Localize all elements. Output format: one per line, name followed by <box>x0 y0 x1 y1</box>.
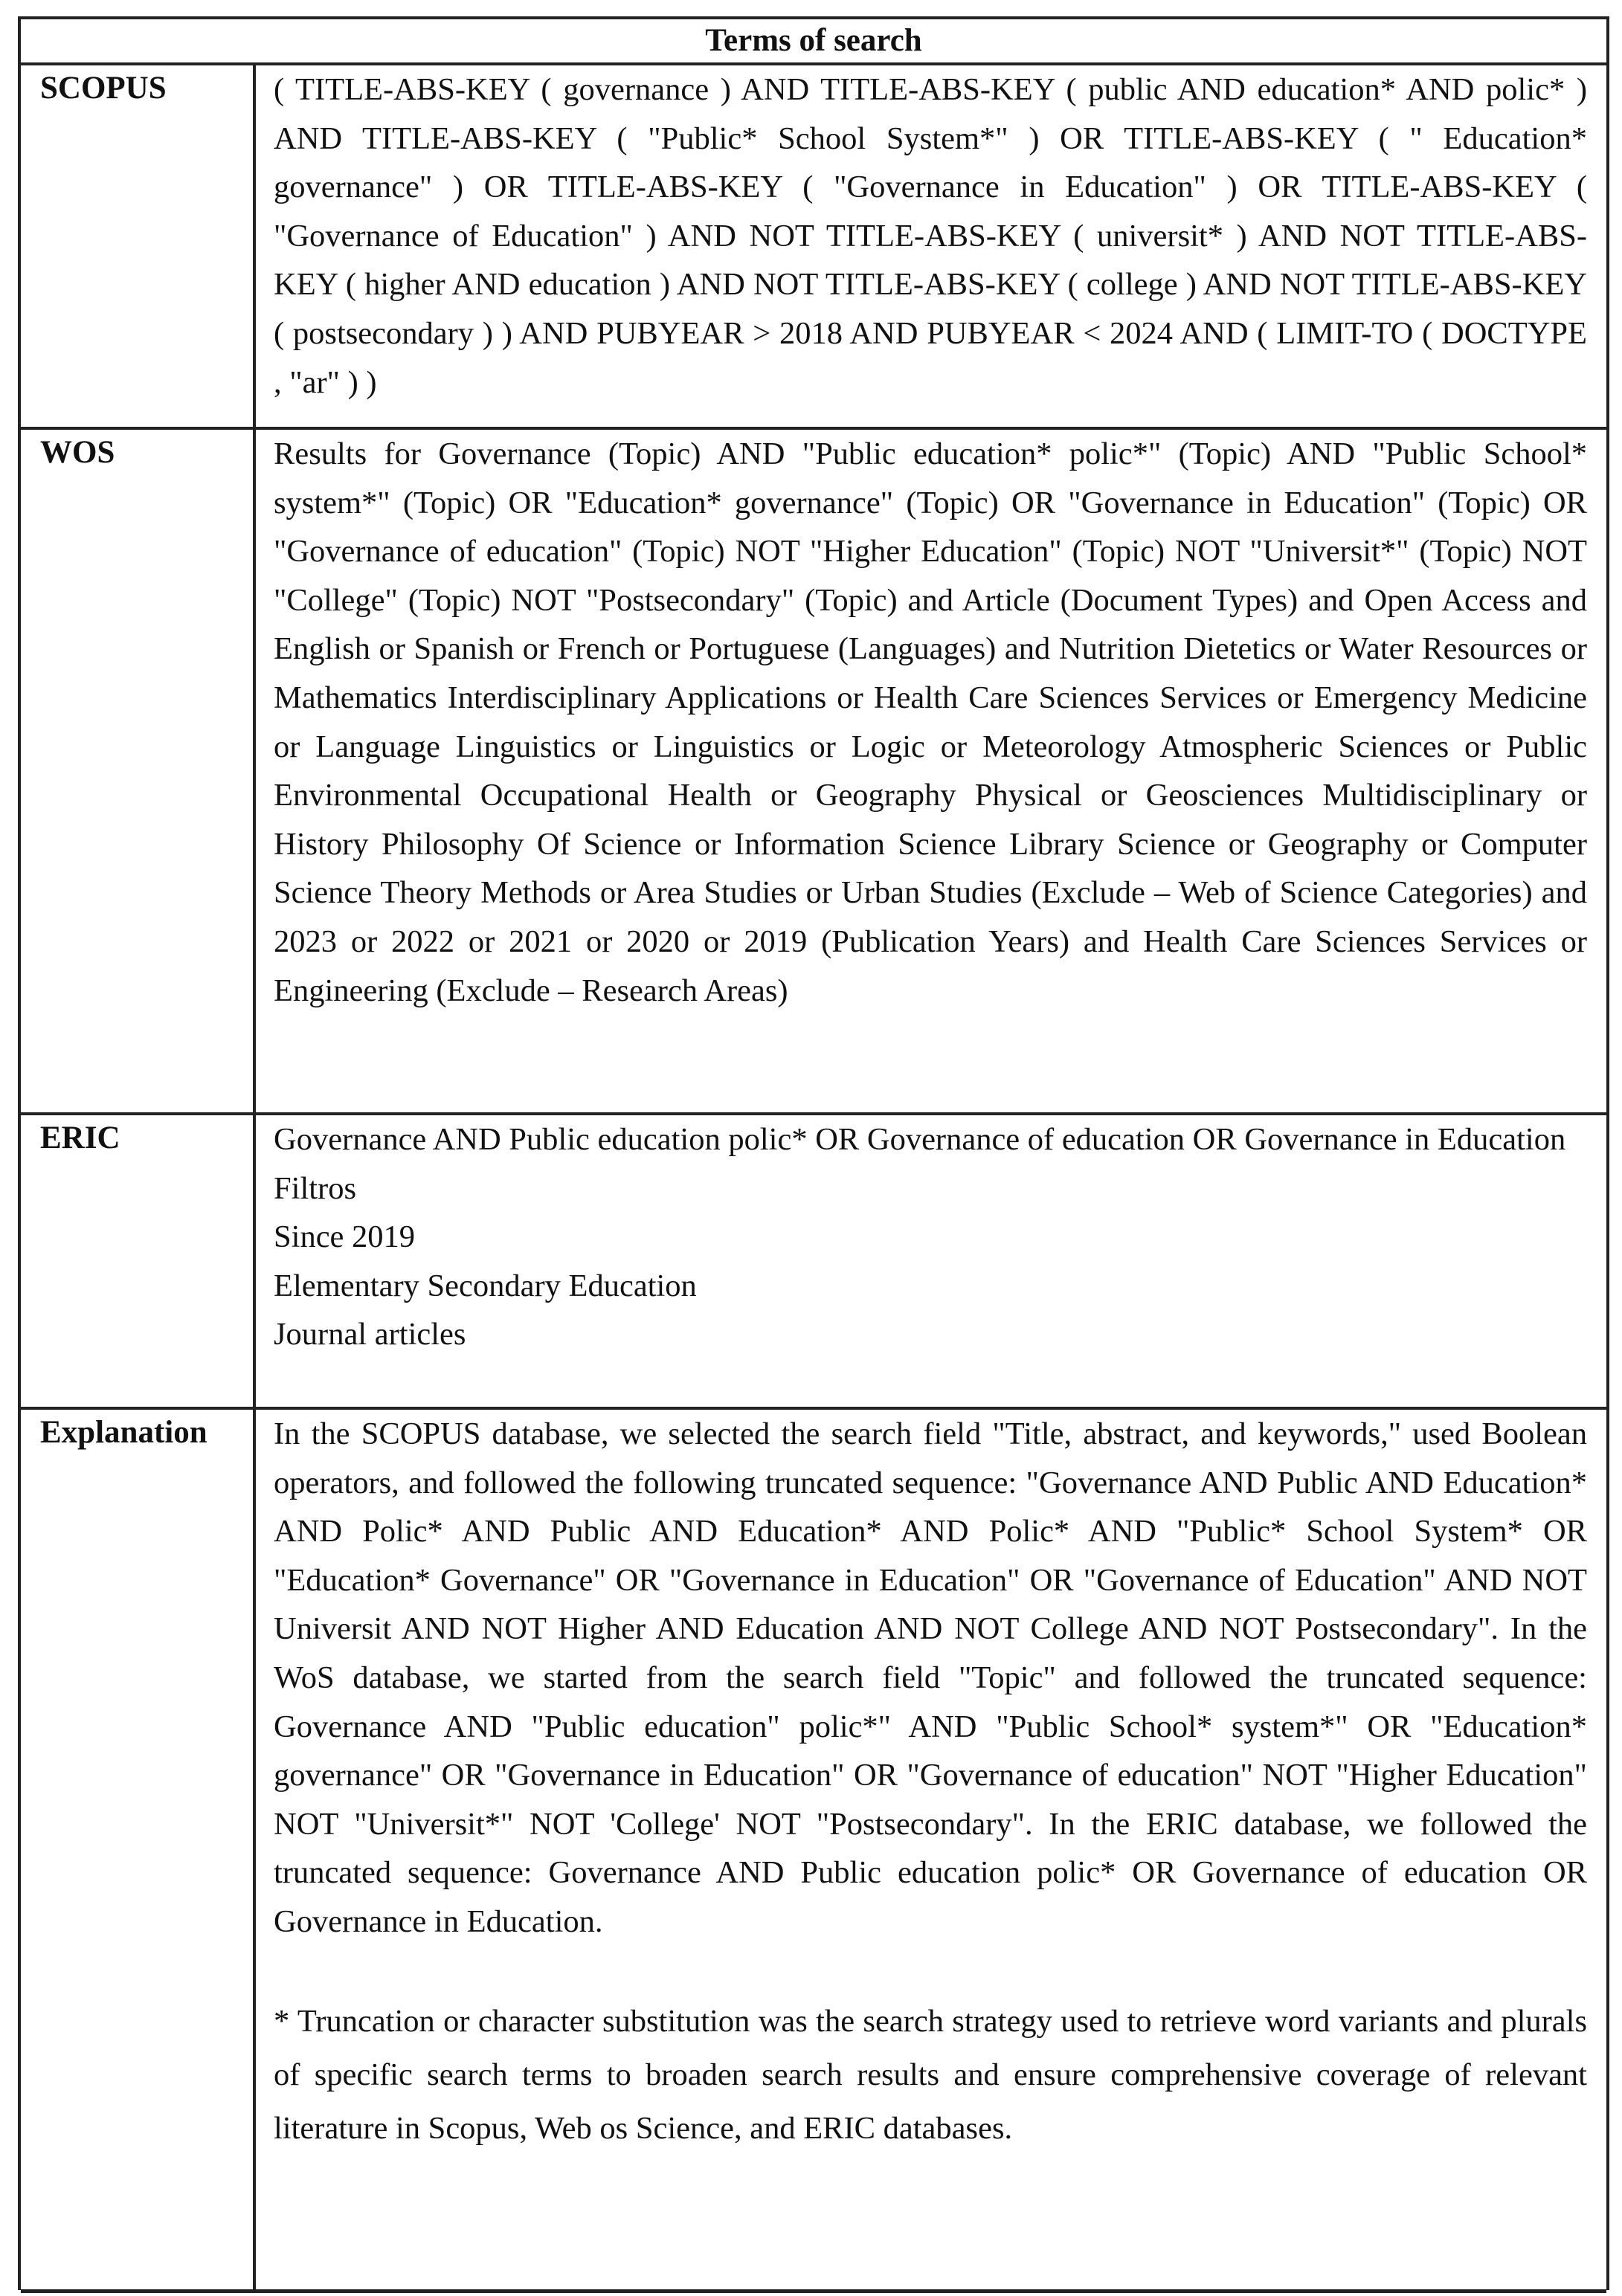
row-content-scopus <box>274 65 1587 407</box>
row-label-scopus: SCOPUS <box>21 65 256 427</box>
truncation-note: * Truncation or character substitution was the search strategy used to retrieve word variants and plurals of specific search terms to broaden search results and ensure comprehensive coverage of relevant literature in Scopus, Web os Science, and ERIC databases. <box>274 2003 1587 2146</box>
eric-filter-type: Journal articles <box>274 1317 466 1352</box>
table-row-wos <box>21 430 1606 1115</box>
eric-filter-year: Since 2019 <box>274 1219 416 1255</box>
search-terms-table <box>18 16 1609 2290</box>
scopus-query-text: ( TITLE-ABS-KEY ( governance ) AND TITLE-ABS-KEY ( public AND education* AND polic* ) AND TITLE-ABS-KEY ( "Public* School System*" ) OR TITLE-ABS-KEY ( " Education* governance" ) OR TITLE-ABS-KEY ( "Governance in Education" ) OR TITLE-ABS-KEY ( "Governance of Education" ) AND NOT TITLE-ABS-KEY ( universit* ) AND NOT TITLE-ABS-KEY ( higher AND education ) AND NOT TITLE-ABS-KEY ( college ) AND NOT TITLE-ABS-KEY ( postsecondary ) ) AND PUBYEAR > 2018 AND PUBYEAR < 2024 AND ( LIMIT-TO ( DOCTYPE , "ar" ) ) <box>274 72 1587 400</box>
table-row-scopus <box>21 65 1606 430</box>
row-content-eric <box>274 1115 1587 1359</box>
explanation-paragraph: In the SCOPUS database, we selected the search field "Title, abstract, and keywords," used Boolean operators, and followed the following truncated sequence: "Governance AND Public AND Education* AND Polic* AND Public AND Education* AND Polic* AND "Public* School System* OR "Education* Governance" OR "Governance in Education" OR "Governance of Education" AND NOT Universit AND NOT Higher AND Education AND NOT College AND NOT Postsecondary". In the WoS database, we started from the search field "Topic" and followed the truncated sequence: Governance AND "Public education" polic*" AND "Public School* system*" OR "Education* governance" OR "Governance in Education" OR "Governance of education" NOT "Higher Education" NOT "Universit*" NOT 'College' NOT "Postsecondary". In the ERIC database, we followed the truncated sequence: Governance AND Public education polic* OR Governance of education OR Governance in Education. <box>274 1416 1587 1939</box>
wos-query-text: Results for Governance (Topic) AND "Public education* polic*" (Topic) AND "Public School* system*" (Topic) OR "Education* governance" (Topic) OR "Governance in Education" (Topic) OR "Governance of education" (Topic) NOT "Higher Education" (Topic) NOT "Universit*" (Topic) NOT "College" (Topic) NOT "Postsecondary" (Topic) and Article (Document Types) and Open Access and English or Spanish or French or Portuguese (Languages) and Nutrition Dietetics or Water Resources or Mathematics Interdisciplinary Applications or Health Care Sciences Services or Emergency Medicine or Language Linguistics or Linguistics or Logic or Meteorology Atmospheric Sciences or Public Environmental Occupational Health or Geography Physical or Geosciences Multidisciplinary or History Philosophy Of Science or Information Science Library Science or Geography or Computer Science Theory Methods or Area Studies or Urban Studies (Exclude – Web of Science Categories) and 2023 or 2022 or 2021 or 2020 or 2019 (Publication Years) and Health Care Sciences Services or Engineering (Exclude – Research Areas) <box>274 436 1587 1008</box>
row-content-wos <box>274 430 1587 1015</box>
table-row-eric <box>21 1115 1606 1410</box>
table-row-explanation <box>21 1410 1606 2293</box>
paragraph-spacer <box>274 1947 1587 1995</box>
row-content-explanation <box>274 1410 1587 2155</box>
table-header: Terms of search <box>21 19 1606 65</box>
row-label-eric: ERIC <box>21 1115 256 1407</box>
eric-query-text: Governance AND Public education polic* OR Governance of education OR Governance in Education <box>274 1122 1566 1157</box>
eric-filter-level: Elementary Secondary Education <box>274 1268 697 1303</box>
eric-filter-heading: Filtros <box>274 1170 357 1206</box>
row-label-explanation: Explanation <box>21 1410 256 2289</box>
row-label-wos: WOS <box>21 430 256 1112</box>
